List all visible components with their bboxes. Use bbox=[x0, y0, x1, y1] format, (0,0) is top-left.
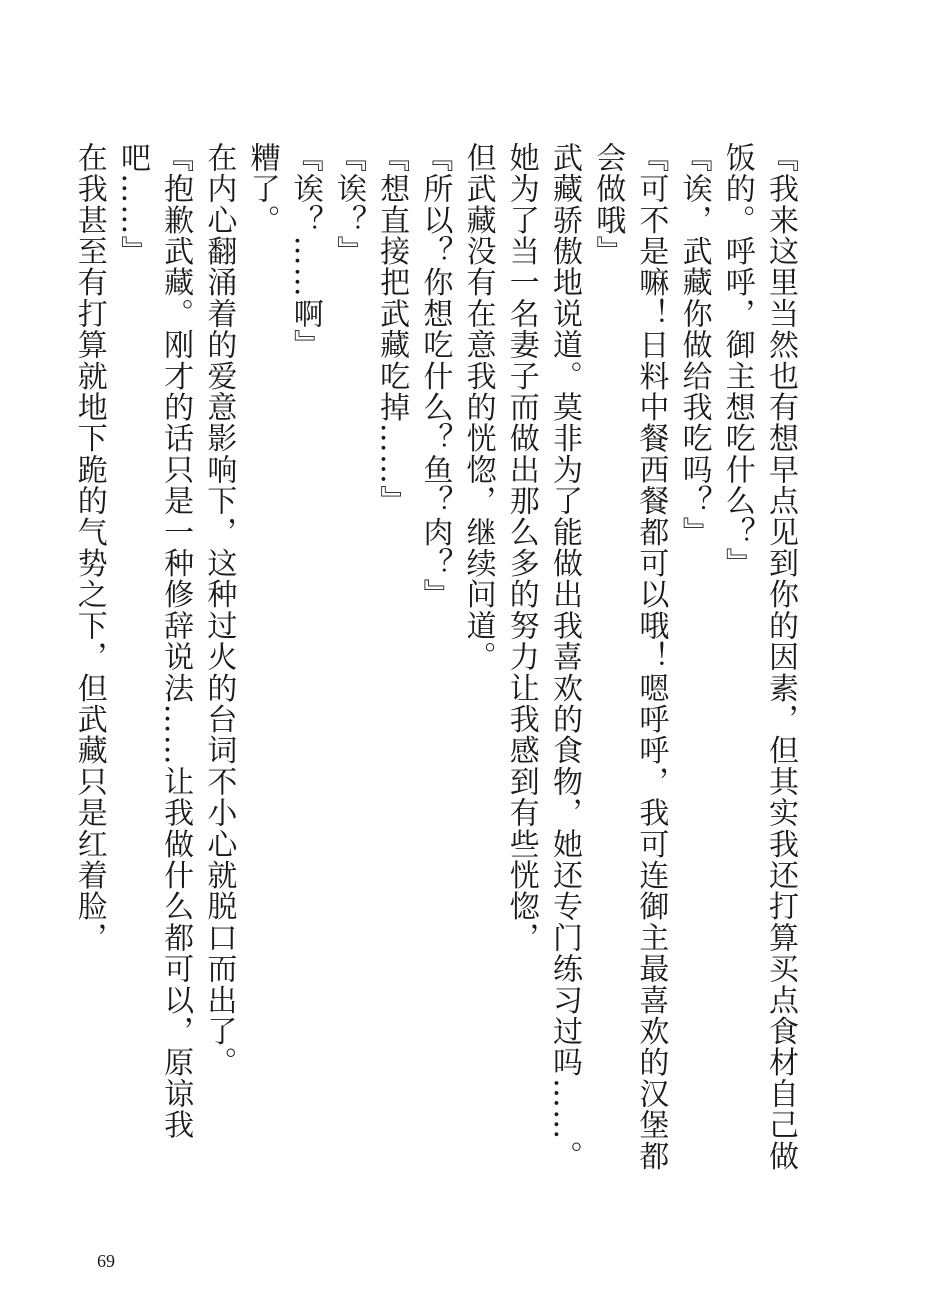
text-line-14: 在我甚至有打算就地下跪的气势之下，但武藏只是红着脸， bbox=[71, 142, 107, 954]
text-line-7: 『所以？你想吃什么？鱼？肉？』 bbox=[417, 142, 453, 610]
text-line-10: 『诶？……啊』 bbox=[287, 142, 323, 361]
text-line-12: 在内心翻涌着的爱意影响下，这种过火的台词不小心就脱口而出了。 bbox=[201, 142, 237, 1078]
text-line-4: 武藏骄傲地说道。莫非为了能做出我喜欢的食物，她还专门练习过吗……。 bbox=[546, 142, 582, 1172]
text-line-2: 『诶，武藏你做给我吃吗？』 bbox=[676, 142, 712, 548]
text-line-3: 『可不是嘛！日料中餐西餐都可以哦！嗯呼呼，我可连御主最喜欢的汉堡都会做哦』 bbox=[590, 142, 669, 1172]
page-number: 69 bbox=[97, 1251, 115, 1271]
text-line-1: 『我来这里当然也有想早点见到你的因素，但其实我还打算买点食材自己做饭的。呼呼，御主想吃什么？』 bbox=[719, 142, 798, 1172]
text-line-5: 她为了当一名妻子而做出那么多的努力让我感到有些恍惚， bbox=[503, 142, 539, 954]
body-text bbox=[68, 142, 802, 1182]
text-line-11: 糟了。 bbox=[244, 142, 280, 236]
text-line-9: 『诶？』 bbox=[330, 142, 366, 267]
text-line-13: 『抱歉武藏。刚才的话只是一种修辞说法……让我做什么都可以，原谅我吧……』 bbox=[114, 142, 194, 1141]
text-line-6: 但武藏没有在意我的恍惚，继续问道。 bbox=[460, 142, 496, 673]
text-line-8: 『想直接把武藏吃掉……』 bbox=[374, 142, 410, 517]
